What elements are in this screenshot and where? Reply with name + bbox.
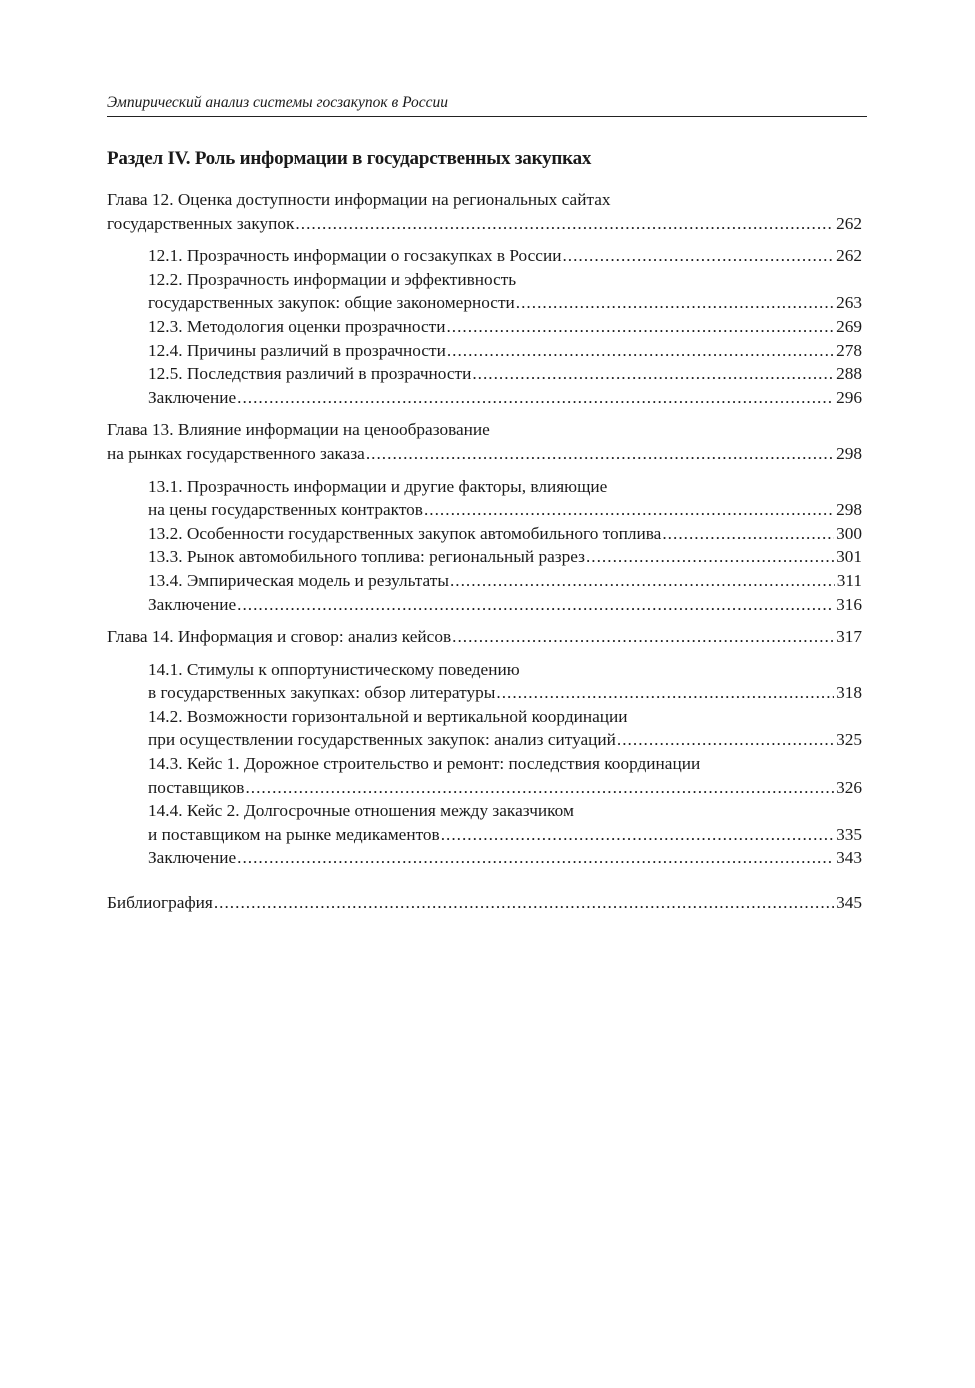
- entry-title: Заключение: [148, 848, 237, 868]
- entry-last-line: [148, 823, 867, 847]
- section-title: Раздел IV. Роль информации в государственных закупках: [107, 148, 592, 169]
- page-number: 311: [836, 570, 862, 590]
- dot-leader: [452, 625, 834, 649]
- entry-title-line: 14.4. Кейс 2. Долгосрочные отношения между заказчиком: [148, 801, 574, 821]
- entry-title: в государственных закупках: обзор литературы: [148, 683, 496, 703]
- toc-entry-13-1[interactable]: [148, 475, 867, 522]
- chapter-title-last-line: [107, 442, 867, 466]
- page-number: 288: [836, 364, 862, 384]
- dot-leader: [450, 569, 835, 593]
- page-number: 326: [836, 777, 862, 797]
- entry-title: и поставщиком на рынке медикаментов: [148, 824, 440, 844]
- toc-bibliography[interactable]: [107, 891, 867, 915]
- dot-leader: [472, 362, 834, 386]
- dot-leader: [496, 681, 834, 705]
- toc-chapter-13[interactable]: [107, 418, 867, 465]
- chapter-title-text: Глава 14. Информация и сговор: анализ кейсов: [107, 627, 452, 647]
- chapter-title-text: на рынках государственного заказа: [107, 443, 365, 463]
- page-number: 296: [836, 387, 862, 407]
- toc-subsections-13: [107, 475, 867, 617]
- entry-title: 12.4. Причины различий в прозрачности: [148, 340, 446, 360]
- entry-title: 13.2. Особенности государственных закупок автомобильного топлива: [148, 523, 662, 543]
- dot-leader: [295, 212, 834, 236]
- dot-leader: [237, 846, 834, 870]
- dot-leader: [662, 522, 834, 546]
- toc-entry-14-conclusion[interactable]: [148, 846, 867, 870]
- entry-last-line: [148, 681, 867, 705]
- entry-title-line: 14.1. Стимулы к оппортунистическому поведению: [148, 659, 520, 679]
- entry-title: 13.4. Эмпирическая модель и результаты: [148, 570, 449, 590]
- page-number: 317: [836, 627, 862, 647]
- page-number: 263: [836, 293, 862, 313]
- chapter-title-line: Глава 13. Влияние информации на ценообразование: [107, 420, 490, 440]
- page-number: 298: [836, 443, 862, 463]
- dot-leader: [446, 315, 834, 339]
- dot-leader: [424, 498, 834, 522]
- toc-entry-12-4[interactable]: [148, 339, 867, 363]
- dot-leader: [214, 891, 834, 915]
- dot-leader: [366, 442, 834, 466]
- page-number: 325: [836, 730, 862, 750]
- page: [107, 92, 867, 915]
- page-number: 278: [836, 340, 862, 360]
- toc-chapter-12[interactable]: [107, 188, 867, 235]
- toc-chapter-14[interactable]: [107, 625, 867, 649]
- entry-title: Заключение: [148, 387, 237, 407]
- toc-entry-14-3[interactable]: [148, 752, 867, 799]
- entry-title: на цены государственных контрактов: [148, 500, 423, 520]
- chapter-title-last-line: [107, 212, 867, 236]
- dot-leader: [245, 776, 834, 800]
- entry-title: 13.3. Рынок автомобильного топлива: региональный разрез: [148, 547, 585, 567]
- toc-entry-12-1[interactable]: [148, 244, 867, 268]
- entry-last-line: [148, 728, 867, 752]
- page-number: 335: [836, 824, 862, 844]
- entry-title-line: 13.1. Прозрачность информации и другие факторы, влияющие: [148, 476, 608, 496]
- entry-title: 12.5. Последствия различий в прозрачности: [148, 364, 472, 384]
- entry-title: поставщиков: [148, 777, 245, 797]
- table-of-contents: [107, 188, 867, 915]
- dot-leader: [441, 823, 834, 847]
- entry-title: Библиография: [107, 893, 213, 913]
- page-number: 301: [836, 547, 862, 567]
- page-number: 345: [836, 893, 862, 913]
- dot-leader: [447, 339, 834, 363]
- toc-entry-12-conclusion[interactable]: [148, 386, 867, 410]
- toc-entry-12-2[interactable]: [148, 268, 867, 315]
- page-number: 343: [836, 848, 862, 868]
- dot-leader: [562, 244, 834, 268]
- entry-title: 12.3. Методология оценки прозрачности: [148, 316, 446, 336]
- dot-leader: [617, 728, 834, 752]
- toc-entry-13-4[interactable]: [148, 569, 867, 593]
- toc-subsections-14: [107, 658, 867, 870]
- toc-entry-13-3[interactable]: [148, 545, 867, 569]
- toc-entry-12-3[interactable]: [148, 315, 867, 339]
- toc-entry-12-5[interactable]: [148, 362, 867, 386]
- toc-entry-13-conclusion[interactable]: [148, 593, 867, 617]
- page-number: 262: [836, 246, 862, 266]
- entry-title: Заключение: [148, 594, 237, 614]
- chapter-title-last-line: [107, 625, 867, 649]
- page-number: 316: [836, 594, 862, 614]
- dot-leader: [516, 291, 834, 315]
- toc-entry-14-4[interactable]: [148, 799, 867, 846]
- entry-title-line: 14.2. Возможности горизонтальной и вертикальной координации: [148, 706, 628, 726]
- running-head: Эмпирический анализ системы госзакупок в России: [107, 92, 867, 117]
- page-number: 298: [836, 500, 862, 520]
- entry-title: 12.1. Прозрачность информации о госзакупках в России: [148, 246, 562, 266]
- dot-leader: [237, 386, 834, 410]
- chapter-title-line: Глава 12. Оценка доступности информации на региональных сайтах: [107, 190, 611, 209]
- page-number: 318: [836, 683, 862, 703]
- entry-last-line: [148, 498, 867, 522]
- chapter-title-text: государственных закупок: [107, 213, 295, 233]
- toc-entry-14-2[interactable]: [148, 705, 867, 752]
- entry-last-line: [148, 291, 867, 315]
- page-number: 269: [836, 316, 862, 336]
- page-number: 300: [836, 523, 862, 543]
- entry-last-line: [148, 776, 867, 800]
- dot-leader: [237, 593, 834, 617]
- entry-title: при осуществлении государственных закупок: анализ ситуаций: [148, 730, 616, 750]
- entry-title: государственных закупок: общие закономерности: [148, 293, 515, 313]
- dot-leader: [586, 545, 834, 569]
- entry-title-line: 14.3. Кейс 1. Дорожное строительство и ремонт: последствия координации: [148, 754, 701, 774]
- entry-title-line: 12.2. Прозрачность информации и эффективность: [148, 269, 517, 289]
- toc-subsections-12: [107, 244, 867, 409]
- toc-entry-14-1[interactable]: [148, 658, 867, 705]
- toc-entry-13-2[interactable]: [148, 522, 867, 546]
- page-number: 262: [836, 213, 862, 233]
